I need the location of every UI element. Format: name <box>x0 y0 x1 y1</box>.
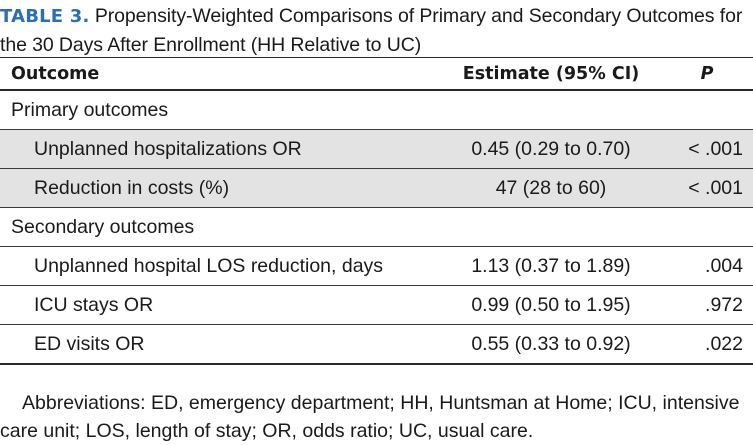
outcomes-table <box>0 57 753 365</box>
p-value-cell: < .001 <box>661 169 753 208</box>
table-row <box>0 130 753 169</box>
p-value-cell: < .001 <box>661 130 753 169</box>
p-value-cell: .972 <box>661 286 753 325</box>
table-row <box>0 169 753 208</box>
section-title: Primary outcomes <box>0 90 753 130</box>
table-header-row <box>0 58 753 91</box>
table-row <box>0 325 753 365</box>
table-caption <box>0 2 753 59</box>
section-row-primary <box>0 90 753 130</box>
outcome-cell: ED visits OR <box>0 325 441 365</box>
estimate-cell: 1.13 (0.37 to 1.89) <box>441 247 661 286</box>
header-estimate: Estimate (95% CI) <box>441 58 661 91</box>
outcome-cell: Reduction in costs (%) <box>0 169 441 208</box>
section-row-secondary <box>0 208 753 247</box>
p-value-cell: .022 <box>661 325 753 365</box>
estimate-cell: 0.55 (0.33 to 0.92) <box>441 325 661 365</box>
estimate-cell: 0.99 (0.50 to 1.95) <box>441 286 661 325</box>
section-title: Secondary outcomes <box>0 208 753 247</box>
estimate-cell: 47 (28 to 60) <box>441 169 661 208</box>
outcome-cell: Unplanned hospitalizations OR <box>0 130 441 169</box>
table-row <box>0 286 753 325</box>
p-value-cell: .004 <box>661 247 753 286</box>
outcome-cell: Unplanned hospital LOS reduction, days <box>0 247 441 286</box>
header-outcome: Outcome <box>0 58 441 91</box>
table-row <box>0 247 753 286</box>
table-footnote: Abbreviations: ED, emergency department; HH, Huntsman at Home; ICU, intensive care unit; LOS, length of stay; OR, odds ratio; UC, usual care. <box>0 392 740 442</box>
table-label: TABLE 3. <box>0 6 90 27</box>
estimate-cell: 0.45 (0.29 to 0.70) <box>441 130 661 169</box>
table-caption-text: Propensity-Weighted Comparisons of Primary and Secondary Outcomes for the 30 Days After Enrollment (HH Relative to UC) <box>0 5 743 56</box>
header-p-value: P <box>661 58 753 91</box>
outcome-cell: ICU stays OR <box>0 286 441 325</box>
